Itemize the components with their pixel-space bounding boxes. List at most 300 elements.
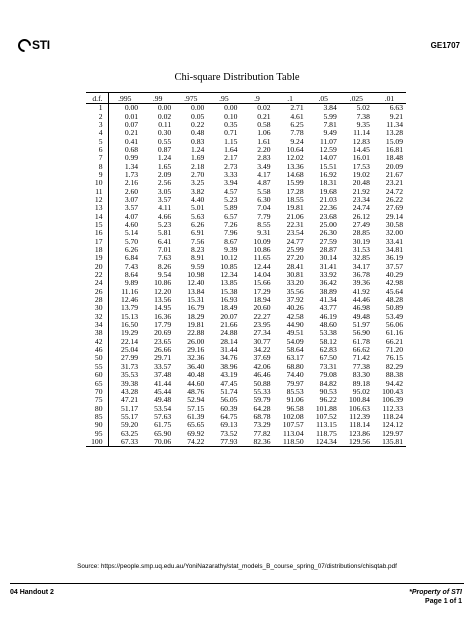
table-cell: 2.71 [290, 103, 304, 113]
table-cell: 22.31 [286, 219, 304, 229]
df-cell: 19 [86, 254, 108, 262]
table-cell: 4.66 [157, 211, 172, 221]
table-cell: 27.34 [253, 328, 271, 338]
table-cell: 28.14 [220, 336, 238, 346]
table-cell: 18.29 [187, 311, 205, 321]
table-cell: 58.12 [319, 336, 337, 346]
table-cell: 3.25 [191, 178, 205, 188]
table-cell: 118.75 [316, 428, 337, 438]
table-cell: 49.48 [154, 395, 172, 405]
table-cell: 29.14 [385, 211, 403, 221]
df-cell: 65 [86, 379, 108, 387]
table-cell: 52.94 [187, 395, 205, 405]
table-cell: 29.16 [187, 345, 205, 355]
table-cell: 113.15 [316, 420, 337, 430]
table-cell: 19.81 [187, 320, 205, 330]
table-cell: 9.39 [224, 245, 238, 255]
table-cell: 47.21 [121, 395, 139, 405]
table-cell: 9.59 [191, 261, 205, 271]
table-cell: 18.94 [253, 295, 271, 305]
table-cell: 73.52 [220, 428, 238, 438]
table-cell: 118.24 [382, 411, 403, 421]
table-cell: 21.06 [286, 211, 304, 221]
chi-square-table [86, 92, 406, 447]
table-cell: 53.49 [385, 311, 403, 321]
df-cell: 15 [86, 221, 108, 229]
table-cell: 26.00 [187, 336, 205, 346]
table-cell: 35.56 [286, 286, 304, 296]
table-cell: 40.26 [286, 303, 304, 313]
df-cell: 12 [86, 196, 108, 204]
column-header: .95 [207, 93, 240, 104]
table-cell: 0.00 [157, 103, 172, 113]
table-cell: 36.19 [385, 253, 403, 263]
df-cell: 22 [86, 271, 108, 279]
table-cell: 44.90 [286, 320, 304, 330]
table-cell: 62.83 [319, 345, 337, 355]
table-cell: 22.36 [319, 203, 337, 213]
df-cell: 4 [86, 129, 108, 137]
table-cell: 4.11 [158, 203, 172, 213]
table-cell: 16.81 [385, 144, 403, 154]
table-cell: 61.16 [385, 328, 403, 338]
table-cell: 0.21 [124, 128, 139, 138]
df-cell: 70 [86, 388, 108, 396]
table-cell: 135.81 [373, 438, 406, 447]
table-cell: 53.54 [154, 403, 172, 413]
table-cell: 1.15 [224, 136, 238, 146]
table-cell: 3.07 [124, 194, 139, 204]
table-cell: 77.38 [352, 361, 370, 371]
table-cell: 5.02 [356, 103, 370, 113]
table-cell: 0.30 [157, 128, 172, 138]
table-cell: 51.97 [352, 320, 370, 330]
table-cell: 112.39 [349, 411, 370, 421]
table-cell: 129.97 [382, 428, 403, 438]
table-cell: 1.24 [157, 153, 172, 163]
table-cell: 53.38 [319, 328, 337, 338]
table-cell: 30.81 [286, 270, 304, 280]
table-cell: 58.64 [286, 345, 304, 355]
table-cell: 9.24 [290, 136, 304, 146]
table-cell: 50.89 [385, 303, 403, 313]
table-cell: 64.75 [220, 411, 238, 421]
df-cell: 26 [86, 288, 108, 296]
column-header: .05 [307, 93, 340, 104]
table-cell: 25.00 [319, 219, 337, 229]
table-cell: 13.84 [187, 286, 205, 296]
table-cell: 94.42 [385, 378, 403, 388]
source-note: Source: https://people.smp.uq.edu.au/YoniNazarathy/stat_models_B_course_spring_07/distributions/chisqtab.pdf [77, 563, 397, 570]
table-cell: 31.44 [220, 345, 238, 355]
table-cell: 41.44 [154, 378, 172, 388]
table-cell: 48.28 [385, 295, 403, 305]
table-cell: 4.17 [257, 169, 271, 179]
table-cell: 23.54 [286, 228, 304, 238]
table-cell: 2.18 [191, 161, 205, 171]
table-cell: 13.28 [385, 128, 403, 138]
table-cell: 10.64 [286, 144, 304, 154]
table-cell: 5.23 [224, 194, 238, 204]
table-cell: 0.41 [124, 136, 139, 146]
table-cell: 41.34 [319, 295, 337, 305]
column-header: .975 [174, 93, 207, 104]
table-cell: 123.86 [348, 428, 370, 438]
table-cell: 0.00 [191, 103, 205, 113]
table-cell: 13.79 [121, 303, 139, 313]
df-cell: 32 [86, 313, 108, 321]
table-cell: 56.06 [385, 320, 403, 330]
table-cell: 34.76 [220, 353, 238, 363]
df-cell: 1 [86, 104, 108, 113]
table-cell: 36.40 [187, 361, 205, 371]
table-cell: 20.09 [385, 161, 403, 171]
table-cell: 17.53 [352, 161, 370, 171]
table-cell: 30.77 [253, 336, 271, 346]
df-cell: 11 [86, 187, 108, 195]
table-cell: 11.16 [121, 286, 139, 296]
table-cell: 16.50 [121, 320, 139, 330]
table-cell: 32.00 [385, 228, 403, 238]
table-cell: 71.42 [352, 353, 370, 363]
table-cell: 16.36 [154, 311, 172, 321]
table-cell: 7.01 [157, 245, 172, 255]
table-cell: 57.63 [154, 411, 172, 421]
table-cell: 73.29 [253, 420, 271, 430]
table-cell: 4.07 [124, 211, 139, 221]
df-cell: 5 [86, 137, 108, 145]
table-cell: 1.34 [124, 161, 139, 171]
table-cell: 20.07 [220, 311, 238, 321]
table-cell: 23.21 [385, 178, 403, 188]
df-cell: 75 [86, 396, 108, 404]
table-cell: 79.97 [286, 378, 304, 388]
table-cell: 23.68 [319, 211, 337, 221]
column-header: .995 [108, 93, 141, 104]
table-cell: 69.92 [187, 428, 205, 438]
table-cell: 5.58 [257, 186, 271, 196]
df-cell: 10 [86, 179, 108, 187]
table-cell: 37.48 [154, 370, 172, 380]
table-cell: 32.36 [187, 353, 205, 363]
table-cell: 12.83 [352, 136, 370, 146]
table-cell: 3.33 [224, 169, 238, 179]
table-cell: 2.16 [124, 178, 139, 188]
table-cell: 1.61 [257, 136, 271, 146]
df-cell: 30 [86, 304, 108, 312]
table-cell: 54.09 [286, 336, 304, 346]
table-cell: 6.30 [257, 194, 271, 204]
table-cell: 18.49 [220, 303, 238, 313]
table-cell: 77.93 [207, 438, 240, 447]
table-cell: 5.23 [157, 219, 172, 229]
table-cell: 7.43 [124, 261, 139, 271]
column-header-df: d.f. [86, 93, 108, 104]
table-cell: 20.48 [352, 178, 370, 188]
table-cell: 24.77 [286, 236, 304, 246]
table-cell: 16.79 [187, 303, 205, 313]
table-cell: 64.28 [253, 403, 271, 413]
table-cell: 37.69 [253, 353, 271, 363]
df-cell: 8 [86, 162, 108, 170]
table-cell: 5.70 [124, 236, 139, 246]
table-cell: 28.41 [286, 261, 304, 271]
table-cell: 28.87 [319, 245, 337, 255]
table-cell: 118.14 [349, 420, 370, 430]
table-cell: 1.24 [191, 144, 205, 154]
table-cell: 57.15 [187, 403, 205, 413]
table-cell: 5.81 [157, 228, 172, 238]
df-cell: 90 [86, 421, 108, 429]
table-cell: 129.56 [340, 438, 373, 447]
table-cell: 29.71 [154, 353, 172, 363]
table-cell: 8.23 [191, 245, 205, 255]
table-cell: 15.38 [220, 286, 238, 296]
table-cell: 4.57 [224, 186, 238, 196]
table-cell: 89.18 [352, 378, 370, 388]
table-cell: 68.80 [286, 361, 304, 371]
df-cell: 34 [86, 321, 108, 329]
table-cell: 16.01 [352, 153, 370, 163]
table-cell: 82.36 [240, 438, 273, 447]
table-cell: 0.10 [224, 111, 238, 121]
table-cell: 82.29 [385, 361, 403, 371]
table-cell: 15.09 [385, 136, 403, 146]
table-cell: 1.65 [157, 161, 172, 171]
table-cell: 39.38 [121, 378, 139, 388]
table-cell: 18.55 [286, 194, 304, 204]
table-cell: 34.81 [385, 245, 403, 255]
table-cell: 61.75 [154, 420, 172, 430]
table-cell: 2.83 [257, 153, 271, 163]
table-cell: 9.89 [124, 278, 139, 288]
table-cell: 37.92 [286, 295, 304, 305]
table-cell: 11.07 [319, 136, 337, 146]
table-cell: 20.69 [154, 328, 172, 338]
table-cell: 3.57 [124, 203, 139, 213]
table-cell: 3.94 [224, 178, 238, 188]
table-cell: 20.60 [253, 303, 271, 313]
table-cell: 10.98 [187, 270, 205, 280]
table-cell: 11.34 [386, 119, 403, 129]
df-cell: 7 [86, 154, 108, 162]
df-cell: 60 [86, 371, 108, 379]
df-cell: 28 [86, 296, 108, 304]
table-cell: 118.50 [274, 438, 307, 447]
table-cell: 4.40 [191, 194, 205, 204]
table-cell: 19.68 [319, 186, 337, 196]
table-cell: 17.79 [154, 320, 172, 330]
table-cell: 6.84 [124, 253, 139, 263]
df-cell: 16 [86, 229, 108, 237]
table-cell: 18.31 [319, 178, 337, 188]
table-cell: 15.13 [121, 311, 139, 321]
table-cell: 40.29 [385, 270, 403, 280]
table-cell: 11.65 [253, 253, 271, 263]
table-cell: 96.58 [286, 403, 304, 413]
table-title: Chi-square Distribution Table [174, 72, 300, 83]
table-cell: 21.92 [352, 186, 370, 196]
table-cell: 55.33 [253, 386, 271, 396]
table-cell: 12.46 [121, 295, 139, 305]
table-cell: 34.17 [352, 261, 370, 271]
table-cell: 16.93 [220, 295, 238, 305]
table-cell: 7.38 [356, 111, 370, 121]
table-cell: 0.02 [257, 103, 271, 113]
table-cell: 0.00 [124, 103, 139, 113]
table-cell: 7.79 [257, 211, 271, 221]
table-cell: 19.81 [286, 203, 304, 213]
table-cell: 26.66 [154, 345, 172, 355]
table-cell: 33.92 [319, 270, 337, 280]
table-cell: 1.73 [124, 169, 139, 179]
table-cell: 48.76 [187, 386, 205, 396]
table-cell: 46.98 [352, 303, 370, 313]
table-cell: 22.27 [253, 311, 271, 321]
table-cell: 10.86 [154, 278, 172, 288]
table-cell: 8.91 [191, 253, 205, 263]
table-cell: 46.46 [253, 370, 271, 380]
table-cell: 68.78 [253, 411, 271, 421]
table-cell: 0.68 [124, 144, 139, 154]
table-cell: 0.71 [224, 128, 238, 138]
table-cell: 21.03 [319, 194, 337, 204]
table-cell: 17.29 [253, 286, 271, 296]
table-cell: 8.26 [157, 261, 172, 271]
table-cell: 4.87 [257, 178, 271, 188]
table-cell: 8.64 [124, 270, 139, 280]
table-cell: 12.59 [319, 144, 337, 154]
table-cell: 42.98 [385, 278, 403, 288]
table-cell: 0.05 [191, 111, 205, 121]
table-cell: 3.05 [157, 186, 172, 196]
table-cell: 7.56 [191, 236, 205, 246]
footer-divider [10, 583, 464, 584]
table-cell: 5.63 [191, 211, 205, 221]
table-cell: 9.21 [389, 111, 403, 121]
table-cell: 9.35 [356, 119, 370, 129]
table-cell: 12.20 [154, 286, 172, 296]
table-cell: 9.54 [157, 270, 172, 280]
table-cell: 102.08 [282, 411, 304, 421]
table-cell: 1.69 [191, 153, 205, 163]
table-cell: 33.20 [286, 278, 304, 288]
table-cell: 32.85 [352, 253, 370, 263]
table-cell: 14.95 [154, 303, 172, 313]
table-cell: 8.67 [224, 236, 238, 246]
table-cell: 45.44 [154, 386, 172, 396]
df-cell: 100 [86, 438, 108, 447]
table-cell: 2.73 [224, 161, 238, 171]
table-cell: 51.74 [220, 386, 238, 396]
column-header: .025 [340, 93, 373, 104]
table-cell: 31.73 [121, 361, 139, 371]
table-cell: 31.53 [352, 245, 370, 255]
table-cell: 26.30 [319, 228, 337, 238]
table-cell: 23.65 [154, 336, 172, 346]
table-cell: 30.14 [319, 253, 337, 263]
df-cell: 14 [86, 212, 108, 220]
table-cell: 19.29 [121, 328, 139, 338]
table-cell: 13.56 [154, 295, 172, 305]
table-cell: 27.99 [121, 353, 139, 363]
table-cell: 41.92 [352, 286, 370, 296]
table-header-row [86, 93, 406, 104]
table-cell: 6.41 [157, 236, 172, 246]
table-cell: 0.55 [157, 136, 172, 146]
table-cell: 2.17 [224, 153, 238, 163]
df-cell: 2 [86, 112, 108, 120]
table-cell: 8.55 [257, 219, 271, 229]
table-body [86, 104, 406, 447]
df-cell: 85 [86, 413, 108, 421]
table-cell: 12.02 [286, 153, 304, 163]
column-header: .01 [373, 93, 406, 104]
table-cell: 79.08 [319, 370, 337, 380]
table-cell: 70.06 [141, 438, 174, 447]
table-cell: 84.82 [319, 378, 337, 388]
table-cell: 0.07 [124, 119, 139, 129]
table-cell: 39.36 [352, 278, 370, 288]
document-code: GE1707 [430, 41, 460, 50]
table-cell: 27.20 [286, 253, 304, 263]
table-cell: 88.38 [385, 370, 403, 380]
df-cell: 18 [86, 246, 108, 254]
table-cell: 0.58 [257, 119, 271, 129]
df-cell: 20 [86, 263, 108, 271]
table-cell: 27.59 [319, 236, 337, 246]
column-header: .1 [274, 93, 307, 104]
table-cell: 124.12 [382, 420, 403, 430]
table-cell: 3.57 [157, 194, 172, 204]
table-cell: 10.85 [220, 261, 238, 271]
table-cell: 2.56 [157, 178, 172, 188]
table-cell: 4.60 [124, 219, 139, 229]
property-label: *Property of STI [409, 589, 462, 596]
table-cell: 5.99 [323, 111, 337, 121]
table-cell: 22.14 [121, 336, 139, 346]
df-cell: 46 [86, 346, 108, 354]
table-cell: 0.22 [191, 119, 205, 129]
df-cell: 55 [86, 363, 108, 371]
table-cell: 63.17 [286, 353, 304, 363]
table-cell: 74.22 [174, 438, 207, 447]
table-cell: 106.63 [348, 403, 370, 413]
table-cell: 30.58 [385, 219, 403, 229]
table-cell: 60.39 [220, 403, 238, 413]
table-cell: 91.06 [286, 395, 304, 405]
table-cell: 0.11 [158, 119, 172, 129]
table-cell: 14.04 [253, 270, 271, 280]
table-cell: 55.17 [121, 411, 139, 421]
table-cell: 38.96 [220, 361, 238, 371]
table-cell: 7.26 [224, 219, 238, 229]
df-cell: 3 [86, 121, 108, 129]
table-cell: 34.22 [253, 345, 271, 355]
column-header: .99 [141, 93, 174, 104]
df-cell: 95 [86, 429, 108, 437]
df-cell: 38 [86, 329, 108, 337]
table-cell: 15.31 [187, 295, 205, 305]
df-cell: 80 [86, 404, 108, 412]
table-cell: 96.22 [319, 395, 337, 405]
table-cell: 65.90 [154, 428, 172, 438]
column-header: .9 [240, 93, 273, 104]
df-cell: 17 [86, 238, 108, 246]
table-cell: 69.13 [220, 420, 238, 430]
table-cell: 36.42 [319, 278, 337, 288]
table-cell: 37.57 [385, 261, 403, 271]
